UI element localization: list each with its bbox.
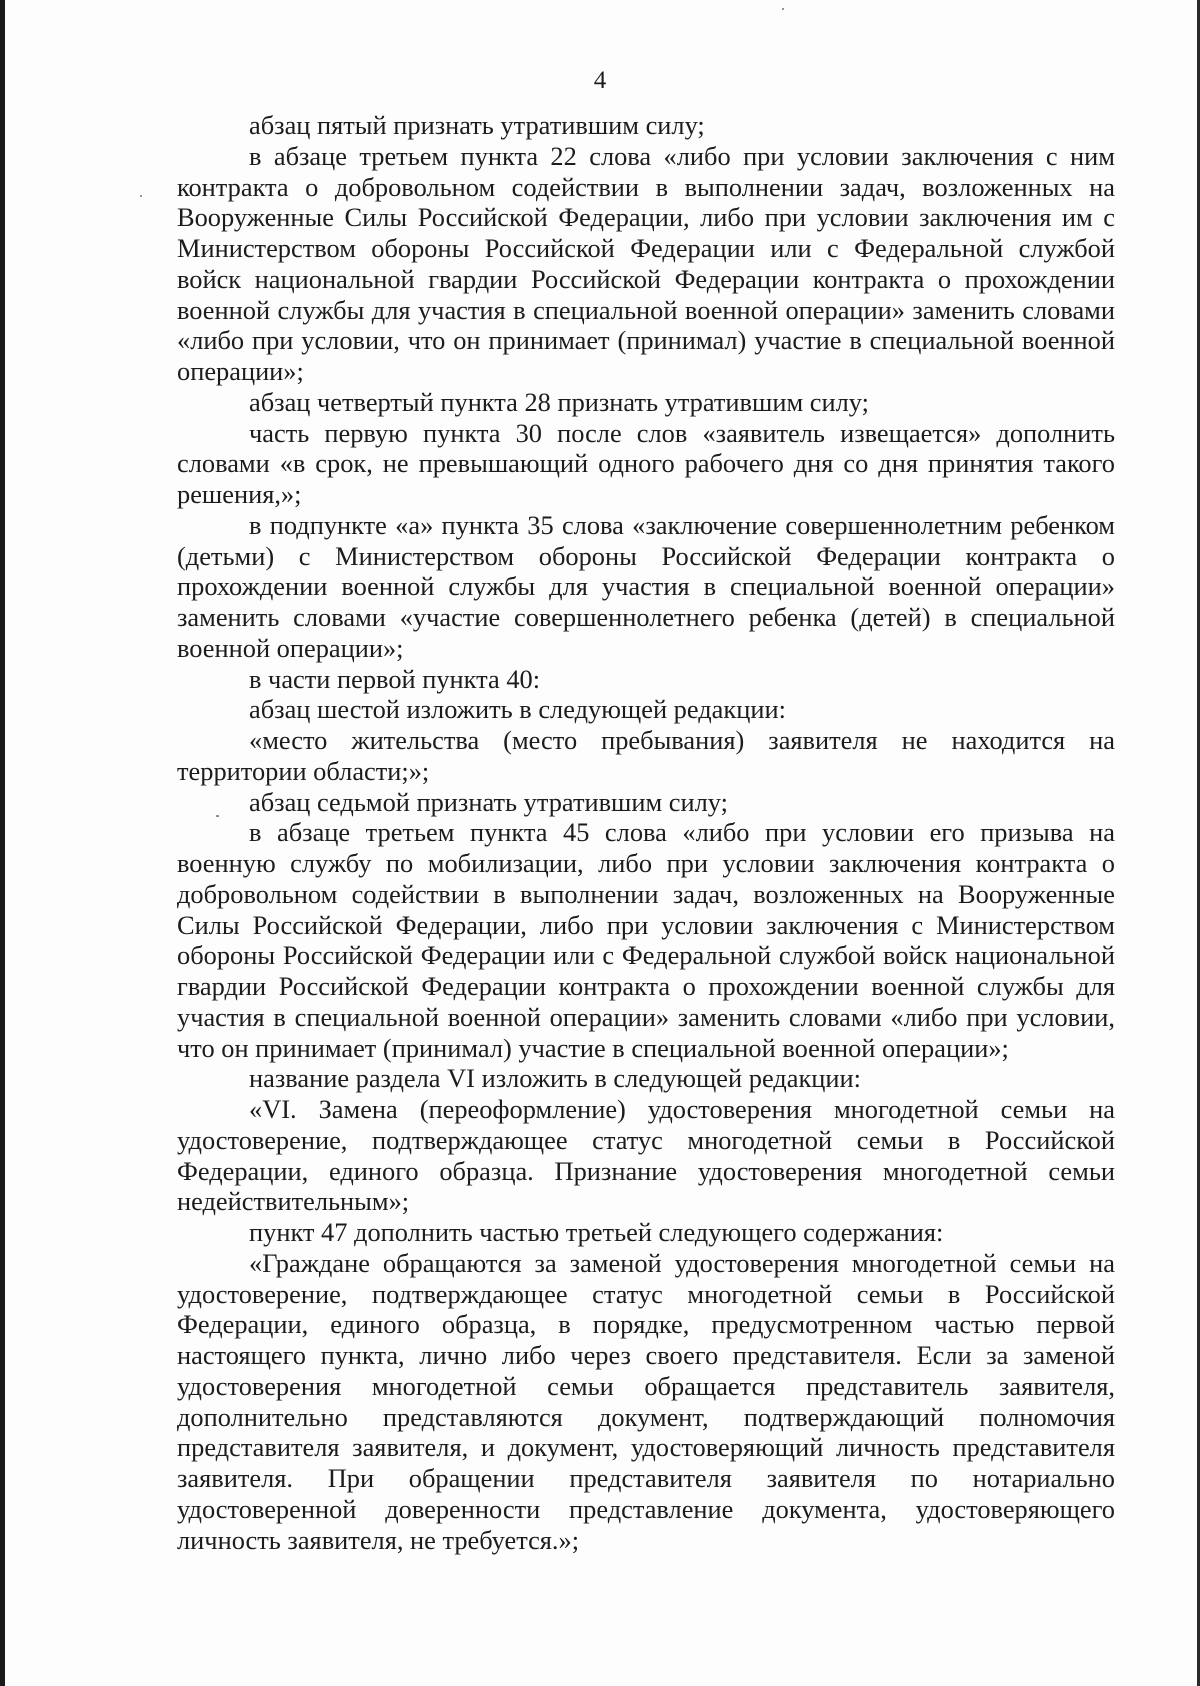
scan-left-edge	[0, 0, 5, 1686]
paragraph: часть первую пункта 30 после слов «заявитель извещается» дополнить словами «в срок, не превышающий одного рабочего дня со дня принятия такого решения,»;	[177, 417, 1115, 509]
paragraph: в абзаце третьем пункта 22 слова «либо при условии заключения с ним контракта о добровольном содействии в выполнении задач, возложенных на Вооруженные Силы Российской Федерации, либо при условии заключения им с Министерством обороны Российской Федерации или с Федеральной службой войск национальной гвардии Российской Федерации контракта о прохождении военной службы для участия в специальной военной операции» заменить словами «либо при условии, что он принимает (принимал) участие в специальной военной операции»;	[177, 140, 1115, 386]
paragraph: в части первой пункта 40:	[249, 663, 541, 694]
paragraph: абзац шестой изложить в следующей редакции:	[249, 694, 786, 725]
scan-speck	[782, 8, 784, 10]
page-number: 4	[593, 67, 607, 94]
paragraph: абзац четвертый пункта 28 признать утратившим силу;	[249, 386, 869, 417]
paragraph: «VI. Замена (переоформление) удостоверения многодетной семьи на удостоверение, подтверждающее статус многодетной семьи в Российской Федерации, единого образца. Признание удостоверения многодетной семьи недействительным»;	[177, 1094, 1115, 1217]
paragraph: название раздела VI изложить в следующей редакции:	[249, 1063, 861, 1094]
scan-speck	[140, 195, 142, 197]
paragraph: абзац пятый признать утратившим силу;	[249, 110, 705, 140]
paragraph: в абзаце третьем пункта 45 слова «либо при условии его призыва на военную службу по мобилизации, либо при условии заключения контракта о добровольном содействии в выполнении задач, возложенных на Вооруженные Силы Российской Федерации, либо при условии заключения с Министерством обороны Российской Федерации или с Федеральной службой войск национальной гвардии Российской Федерации контракта о прохождении военной службы для участия в специальной военной операции» заменить словами «либо при условии, что он принимает (принимал) участие в специальной военной операции»;	[177, 817, 1115, 1063]
paragraph: абзац седьмой признать утратившим силу;	[249, 786, 728, 817]
paragraph: «Граждане обращаются за заменой удостоверения многодетной семьи на удостоверение, подтверждающее статус многодетной семьи в Российской Федерации, единого образца, в порядке, предусмотренном частью первой настоящего пункта, лично либо через своего представителя. Если за заменой удостоверения многодетной семьи обращается представитель заявителя, дополнительно представляются документ, подтверждающий полномочия представителя заявителя, и документ, удостоверяющий личность представителя заявителя. При обращении представителя заявителя по нотариально удостоверенной доверенности представление документа, удостоверяющего личность заявителя, не требуется.»;	[177, 1247, 1115, 1555]
document-body	[177, 110, 1115, 1555]
paragraph: пункт 47 дополнить частью третьей следующего содержания:	[249, 1217, 944, 1247]
paragraph: в подпункте «а» пункта 35 слова «заключение совершеннолетним ребенком (детьми) с Министерством обороны Российской Федерации контракта о прохождении военной службы для участия в специальной военной операции» заменить словами «участие совершеннолетнего ребенка (детей) в специальной военной операции»;	[177, 509, 1115, 663]
paragraph: «место жительства (место пребывания) заявителя не находится на территории области;»;	[177, 725, 1115, 786]
